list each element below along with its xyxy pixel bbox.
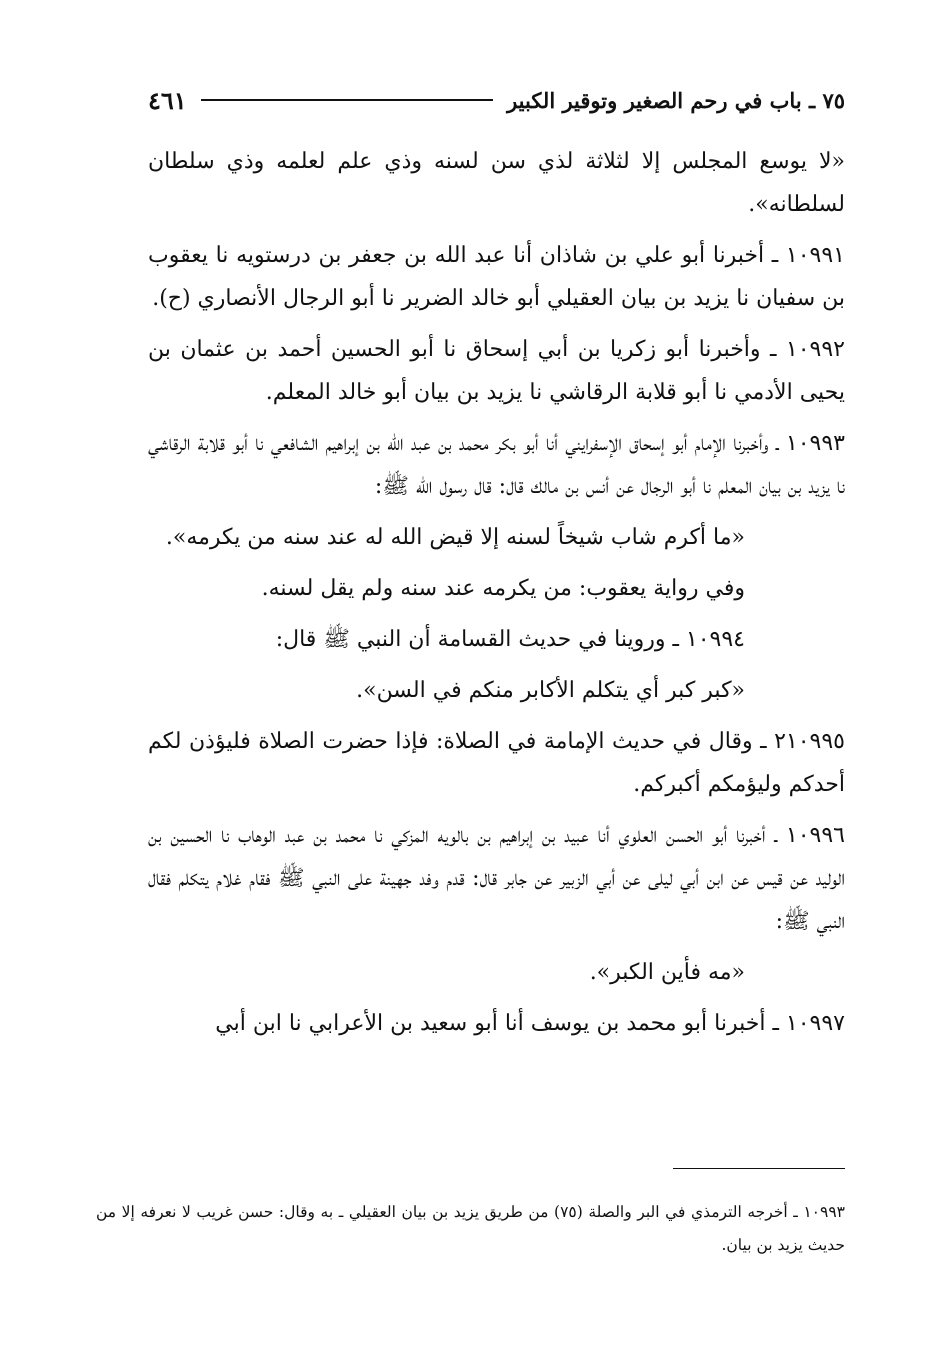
hadith-quote: «ما أكرم شاب شيخاً لسنه إلا قيض الله له عند سنه من يكرمه». <box>165 525 745 550</box>
paragraph: ١٠٩٩٦ ـ أخبرنا أبو الحسن العلوي أنا عبيد بن إبراهيم بن بالويه المزكي نا محمد بن عبد الوهاب نا الحسين بن الوليد عن قيس عن ابن أبي ليلى عن أبي الزبير عن جابر قال: قدم وفد جهينة على النبي ﷺ فقام غلام يتكلم فقال النبي ﷺ: <box>148 823 845 934</box>
header-rule <box>201 99 493 101</box>
footnote <box>96 1196 845 1262</box>
page-header <box>148 82 845 118</box>
paragraph: «لا يوسع المجلس إلا لثلاثة لذي سن لسنه وذي علم لعلمه وذي سلطان لسلطانه». <box>148 149 845 217</box>
page-number: ٤٦١ <box>148 85 187 115</box>
hadith-quote: «كبر كبر أي يتكلم الأكابر منكم في السن». <box>356 678 745 703</box>
paragraph: وفي رواية يعقوب: من يكرمه عند سنه ولم يقل لسنه. <box>261 576 745 601</box>
paragraph: ٢١٠٩٩٥ ـ وقال في حديث الإمامة في الصلاة: فإذا حضرت الصلاة فليؤذن لكم أحدكم وليؤمكم أكبركم. <box>148 729 845 797</box>
main-text <box>148 140 845 1053</box>
hadith-quote: «مه فأين الكبر». <box>589 960 745 985</box>
paragraph: ١٠٩٩٤ ـ وروينا في حديث القسامة أن النبي ﷺ قال: <box>275 627 745 652</box>
chapter-title: ٧٥ ـ باب في رحم الصغير وتوقير الكبير <box>507 87 845 113</box>
footnote-text: ١٠٩٩٣ ـ أخرجه الترمذي في البر والصلة (٧٥) من طريق يزيد بن بيان العقيلي ـ به وقال: حسن غريب لا نعرفه إلا من حديث يزيد بن بيان. <box>96 1203 845 1254</box>
paragraph: ١٠٩٩٧ ـ أخبرنا أبو محمد بن يوسف أنا أبو سعيد بن الأعرابي نا ابن أبي <box>215 1011 845 1036</box>
paragraph: ١٠٩٩٣ ـ وأخبرنا الإمام أبو إسحاق الإسفرايني أنا أبو بكر محمد بن عبد الله بن إبراهيم الشافعي نا أبو قلابة الرقاشي نا يزيد بن بيان المعلم نا أبو الرجال عن أنس بن مالك قال: قال رسول الله ﷺ: <box>148 431 845 499</box>
paragraph: ١٠٩٩٢ ـ وأخبرنا أبو زكريا بن أبي إسحاق نا أبو الحسين أحمد بن عثمان بن يحيى الأدمي نا أبو قلابة الرقاشي نا يزيد بن بيان أبو خالد المعلم. <box>148 337 845 405</box>
footnote-rule <box>673 1168 845 1169</box>
paragraph: ١٠٩٩١ ـ أخبرنا أبو علي بن شاذان أنا عبد الله بن جعفر بن درستويه نا يعقوب بن سفيان نا يزيد بن بيان العقيلي أبو خالد الضرير نا أبو الرجال الأنصاري (ح). <box>148 243 845 311</box>
